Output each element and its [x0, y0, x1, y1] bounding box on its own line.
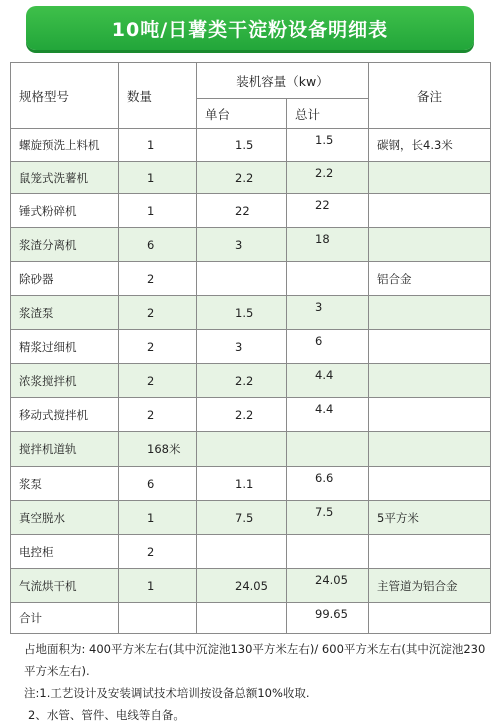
cell-total: 4.4: [287, 398, 369, 432]
cell-total: 22: [287, 194, 369, 228]
cell-qty: 2: [119, 296, 197, 330]
cell-total: [287, 535, 369, 569]
cell-model: 鼠笼式洗薯机: [11, 162, 119, 194]
cell-remark: [369, 467, 491, 501]
cell-unit: 1.5: [197, 296, 287, 330]
note-1: 注:1.工艺设计及安装调试技术培训按设备总额10%收取.: [24, 686, 310, 700]
table-row: [11, 162, 491, 194]
cell-model: 真空脱水: [11, 501, 119, 535]
cell-remark: 碳钢，长4.3米: [369, 129, 491, 162]
cell-model: 精浆过细机: [11, 330, 119, 364]
cell-remark: 主管道为铝合金: [369, 569, 491, 603]
cell-model: 浓浆搅拌机: [11, 364, 119, 398]
cell-model: 搅拌机道轨: [11, 432, 119, 467]
cell-remark: [369, 432, 491, 467]
table-row: [11, 330, 491, 364]
table-row: [11, 432, 491, 467]
cell-unit: 2.2: [197, 162, 287, 194]
cell-qty: 6: [119, 228, 197, 262]
cell-total: [287, 432, 369, 467]
note-area: 占地面积为: 400平方米左右(其中沉淀池130平方米左右)/ 600平方米左右(其中沉淀池230平方米左右).: [24, 642, 486, 678]
table-row: [11, 535, 491, 569]
cell-qty: 2: [119, 398, 197, 432]
cell-total: 99.65: [287, 603, 369, 634]
cell-qty: 168米: [119, 432, 197, 467]
title-banner: [26, 6, 474, 50]
cell-unit: 3: [197, 330, 287, 364]
cell-unit: 22: [197, 194, 287, 228]
table-row: [11, 603, 491, 634]
notes: [24, 638, 490, 725]
table-row: [11, 364, 491, 398]
table-row: [11, 228, 491, 262]
table-row: [11, 194, 491, 228]
title-bar: [0, 0, 500, 58]
cell-unit: [197, 262, 287, 296]
table-row: [11, 129, 491, 162]
table-row: [11, 467, 491, 501]
cell-remark: [369, 535, 491, 569]
table-row: [11, 262, 491, 296]
cell-total: 2.2: [287, 162, 369, 194]
cell-unit: 1.5: [197, 129, 287, 162]
table-body: [11, 129, 491, 634]
cell-total: 4.4: [287, 364, 369, 398]
cell-qty: 2: [119, 262, 197, 296]
cell-qty: 2: [119, 535, 197, 569]
cell-model: 浆泵: [11, 467, 119, 501]
cell-model: 电控柜: [11, 535, 119, 569]
cell-model: 合计: [11, 603, 119, 634]
cell-unit: 2.2: [197, 364, 287, 398]
cell-qty: 1: [119, 162, 197, 194]
cell-unit: 3: [197, 228, 287, 262]
cell-unit: [197, 535, 287, 569]
cell-qty: 1: [119, 501, 197, 535]
cell-remark: [369, 330, 491, 364]
cell-qty: 1: [119, 569, 197, 603]
table-row: [11, 501, 491, 535]
equipment-table: [10, 62, 491, 634]
header-total: 总计: [287, 99, 369, 129]
cell-remark: 5平方米: [369, 501, 491, 535]
cell-qty: [119, 603, 197, 634]
table-row: [11, 398, 491, 432]
cell-total: 3: [287, 296, 369, 330]
cell-total: 18: [287, 228, 369, 262]
header-remark: 备注: [369, 63, 491, 129]
page-title: 10吨/日薯类干淀粉设备明细表: [111, 18, 389, 41]
cell-remark: [369, 296, 491, 330]
cell-unit: 2.2: [197, 398, 287, 432]
cell-model: 浆渣泵: [11, 296, 119, 330]
cell-total: 7.5: [287, 501, 369, 535]
cell-model: 气流烘干机: [11, 569, 119, 603]
cell-unit: 7.5: [197, 501, 287, 535]
cell-total: 24.05: [287, 569, 369, 603]
cell-unit: [197, 603, 287, 634]
table-row: [11, 296, 491, 330]
cell-remark: [369, 228, 491, 262]
cell-total: [287, 262, 369, 296]
cell-remark: [369, 162, 491, 194]
cell-total: 1.5: [287, 129, 369, 162]
cell-total: 6: [287, 330, 369, 364]
cell-remark: [369, 364, 491, 398]
cell-total: 6.6: [287, 467, 369, 501]
cell-model: 螺旋预洗上料机: [11, 129, 119, 162]
cell-remark: [369, 398, 491, 432]
header-qty: 数量: [119, 63, 197, 129]
cell-qty: 6: [119, 467, 197, 501]
header-model: 规格型号: [11, 63, 119, 129]
cell-model: 锤式粉碎机: [11, 194, 119, 228]
cell-unit: 24.05: [197, 569, 287, 603]
cell-qty: 1: [119, 194, 197, 228]
cell-model: 移动式搅拌机: [11, 398, 119, 432]
cell-model: 除砂器: [11, 262, 119, 296]
cell-unit: 1.1: [197, 467, 287, 501]
cell-remark: 铝合金: [369, 262, 491, 296]
header-capacity: 装机容量（kw）: [197, 63, 369, 99]
cell-unit: [197, 432, 287, 467]
cell-remark: [369, 194, 491, 228]
cell-qty: 2: [119, 364, 197, 398]
header-unit: 单台: [197, 99, 287, 129]
cell-remark: [369, 603, 491, 634]
table-row: [11, 569, 491, 603]
note-2: 2、水管、管件、电线等自备。: [28, 708, 185, 722]
cell-model: 浆渣分离机: [11, 228, 119, 262]
cell-qty: 1: [119, 129, 197, 162]
cell-qty: 2: [119, 330, 197, 364]
